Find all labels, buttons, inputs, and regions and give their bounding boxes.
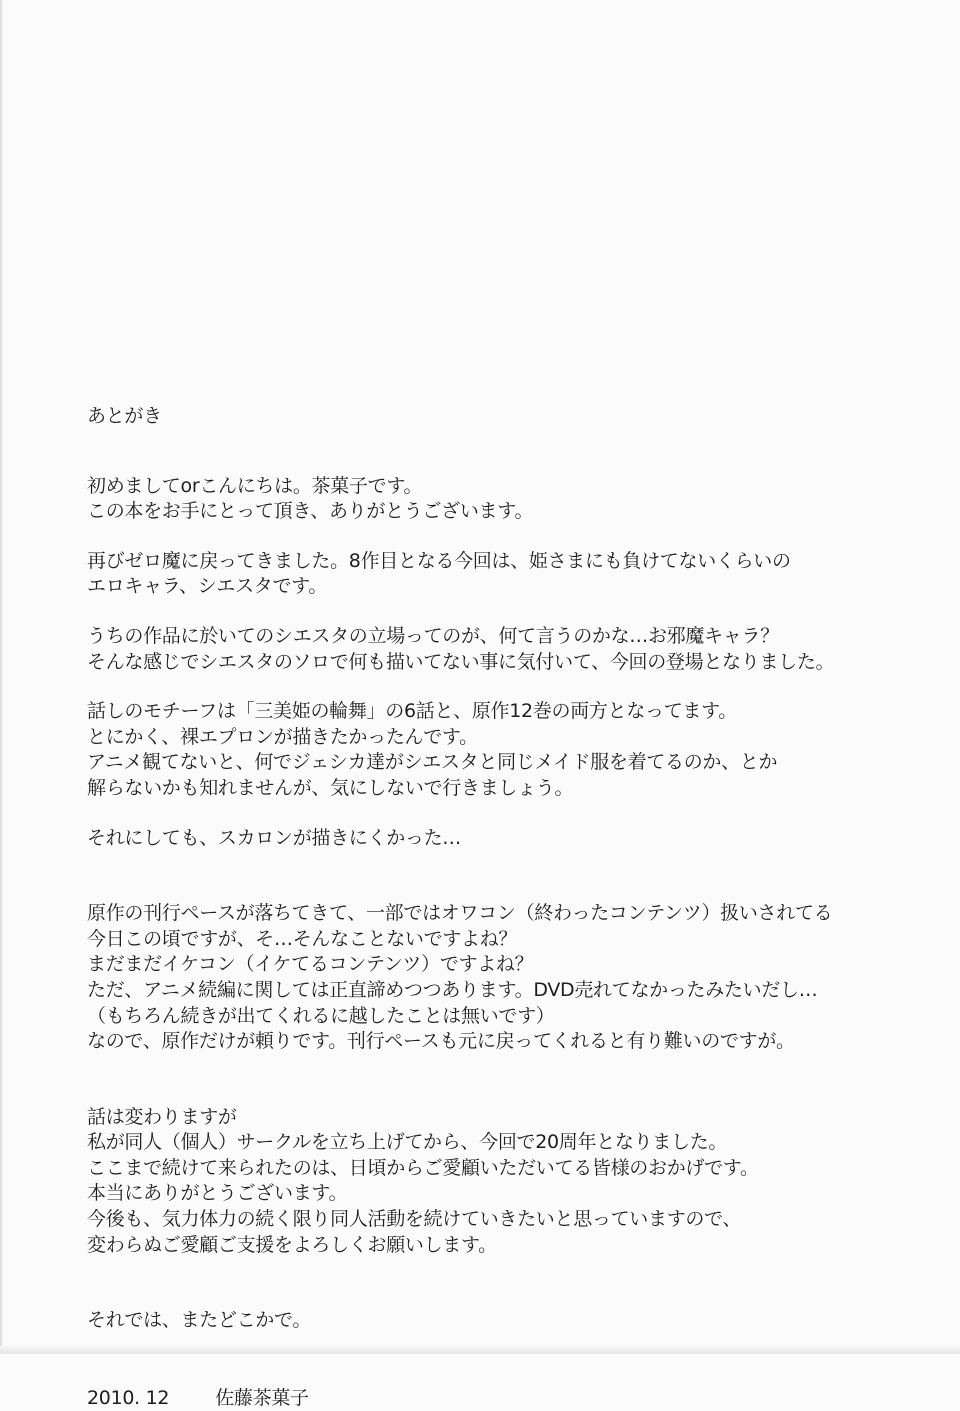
text-line: それでは、またどこかで。	[87, 1309, 312, 1332]
text-line: （もちろん続きが出てくれるに越したことは無いです）	[87, 1004, 555, 1027]
scan-edge-bottom	[0, 1346, 960, 1354]
text-line: 本当にありがとうございます。	[87, 1182, 348, 1205]
text-line: ただ、アニメ続編に関しては正直諦めつつあります。DVD売れてなかったみたいだし…	[87, 978, 818, 1001]
text-line: 今日この頃ですが、そ…そんなことないですよね？	[87, 927, 518, 950]
scan-edge-left	[0, 0, 3, 1354]
text-line: とにかく、裸エプロンが描きたかったんです。	[87, 725, 478, 748]
afterword-heading: あとがき	[87, 405, 162, 427]
paragraph-return	[87, 549, 907, 600]
text-line: それにしても、スカロンが描きにくかった…	[87, 826, 462, 849]
afterword-section	[87, 404, 907, 1411]
text-line: 変わらぬご愛顧ご支援をよろしくお願いします。	[87, 1233, 497, 1256]
text-line: ここまで続けて来られたのは、日頃からご愛顧いただいてる皆様のおかげです。	[87, 1156, 759, 1179]
text-line: 初めましてorこんにちは。茶菓子です。	[87, 474, 423, 497]
text-line: 解らないかも知れませんが、気にしないで行きましょう。	[87, 776, 574, 799]
text-line: 原作の刊行ペースが落ちてきて、一部ではオワコン（終わったコンテンツ）扱いされてる	[87, 902, 833, 925]
text-line: エロキャラ、シエスタです。	[87, 575, 328, 598]
text-line: 話しのモチーフは「三美姫の輪舞」の6話と、原作12巻の両方となってます。	[87, 700, 737, 723]
paragraph-publication-pace	[87, 901, 907, 1055]
paragraph-farewell	[87, 1308, 907, 1334]
text-line: 私が同人（個人）サークルを立ち上げてから、今回で20周年となりました。	[87, 1131, 728, 1154]
signature-date: 2010. 12	[87, 1386, 170, 1409]
text-line: まだまだイケコン（イケてるコンテンツ）ですよね？	[87, 953, 534, 976]
text-line: うちの作品に於いてのシエスタの立場ってのが、何て言うのかな…お邪魔キャラ？	[87, 624, 779, 647]
paragraph-anniversary	[87, 1105, 907, 1259]
paragraph-scarron	[87, 826, 907, 852]
text-line: なので、原作だけが頼りです。刊行ペースも元に戻ってくれると有り難いのですが。	[87, 1030, 795, 1053]
paragraph-greeting	[87, 474, 907, 525]
text-line: この本をお手にとって頂き、ありがとうございます。	[87, 500, 534, 523]
text-line: 再びゼロ魔に戻ってきました。8作目となる今回は、姫さまにも負けてないくらいの	[87, 549, 791, 572]
signature-author: 佐藤茶菓子	[215, 1386, 309, 1409]
text-line: そんな感じでシエスタのソロで何も描いてない事に気付いて、今回の登場となりました。	[87, 650, 835, 673]
paragraph-motif	[87, 699, 907, 801]
signature	[87, 1386, 907, 1411]
paragraph-character-role	[87, 624, 907, 675]
text-line: アニメ観てないと、何でジェシカ達がシエスタと同じメイド服を着てるのか、とか	[87, 751, 778, 774]
text-line: 今後も、気力体力の続く限り同人活動を続けていきたいと思っていますので、	[87, 1208, 742, 1231]
text-line: 話は変わりますが	[87, 1105, 237, 1128]
